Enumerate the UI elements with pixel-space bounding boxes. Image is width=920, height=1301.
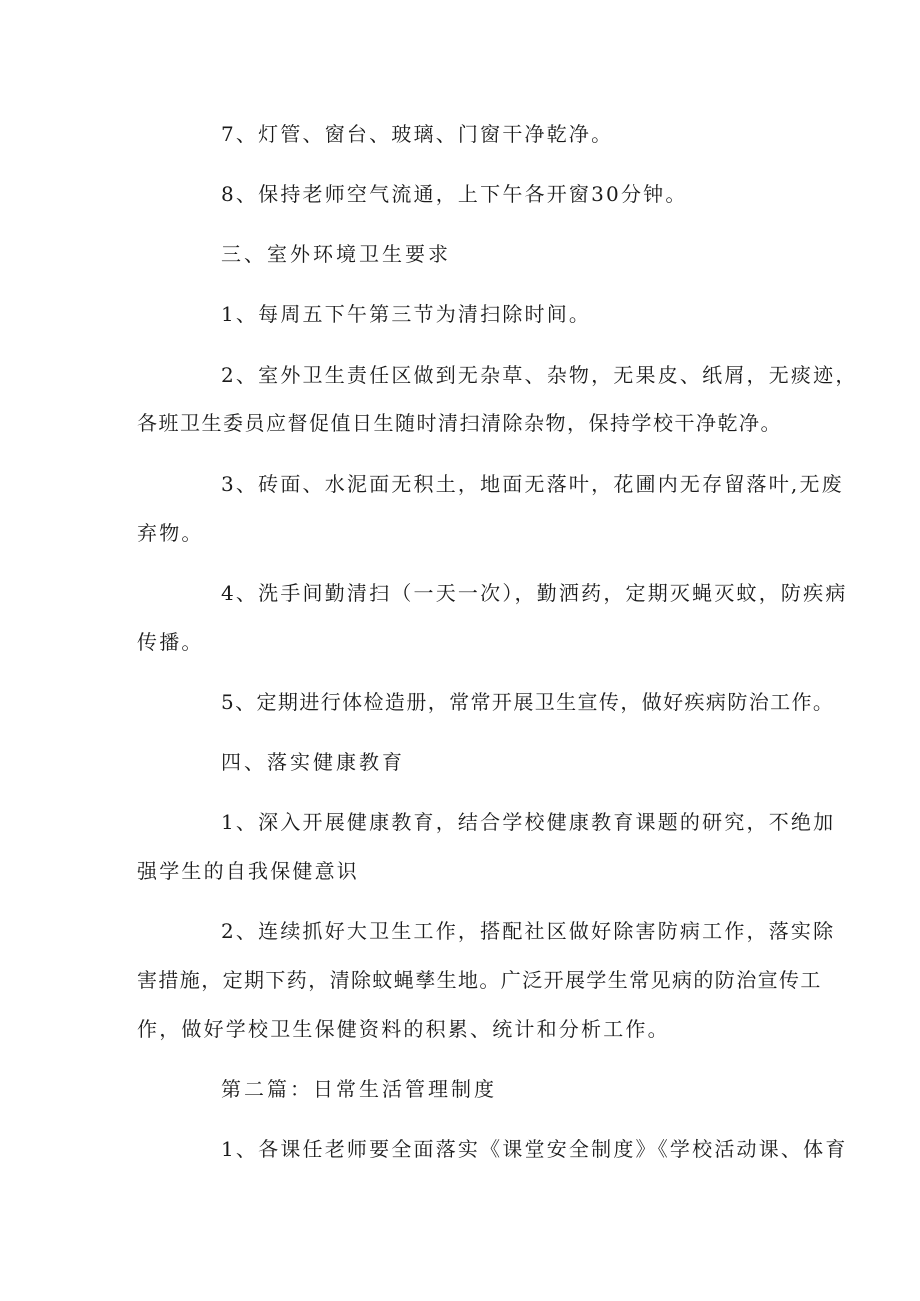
text-line-outdoor-4a: 4、洗手间勤清扫（一天一次），勤洒药，定期灭蝇灭蚊，防疾病 (221, 581, 848, 605)
text-line-health-2c: 作，做好学校卫生保健资料的积累、统计和分析工作。 (137, 1017, 670, 1041)
text-line-outdoor-1: 1、每周五下午第三节为清扫除时间。 (221, 302, 592, 326)
text-line-health-2a: 2、连续抓好大卫生工作，搭配社区做好除害防病工作，落实除 (221, 919, 836, 943)
text-line-outdoor-4b: 传播。 (137, 630, 204, 654)
text-line-item-7: 7、灯管、窗台、玻璃、门窗干净乾净。 (221, 122, 614, 146)
section-heading-4: 四、落实健康教育 (221, 750, 405, 774)
text-line-outdoor-3b: 弃物。 (137, 521, 204, 545)
text-line-outdoor-3a: 3、砖面、水泥面无积土，地面无落叶，花圃内无存留落叶,无废 (221, 472, 844, 496)
text-line-item-8: 8、保持老师空气流通，上下午各开窗30分钟。 (221, 182, 688, 206)
text-line-health-1b: 强学生的自我保健意识 (137, 859, 359, 883)
text-line-health-1a: 1、深入开展健康教育，结合学校健康教育课题的研究，不绝加 (221, 810, 836, 834)
text-line-outdoor-2a: 2、室外卫生责任区做到无杂草、杂物，无果皮、纸屑，无痰迹， (221, 363, 858, 387)
text-line-outdoor-2b: 各班卫生委员应督促值日生随时清扫清除杂物，保持学校干净乾净。 (137, 411, 782, 435)
text-line-health-2b: 害措施，定期下药，清除蚊蝇孳生地。广泛开展学生常见病的防治宣传工 (137, 968, 822, 992)
text-line-daily-1: 1、各课任老师要全面落实《课堂安全制度》《学校活动课、体育 (221, 1137, 848, 1161)
text-line-outdoor-5: 5、定期进行体检造册，常常开展卫生宣传，做好疾病防治工作。 (221, 690, 835, 714)
chapter-heading-2: 第二篇：日常生活管理制度 (221, 1077, 497, 1101)
section-heading-3: 三、室外环境卫生要求 (221, 242, 451, 266)
